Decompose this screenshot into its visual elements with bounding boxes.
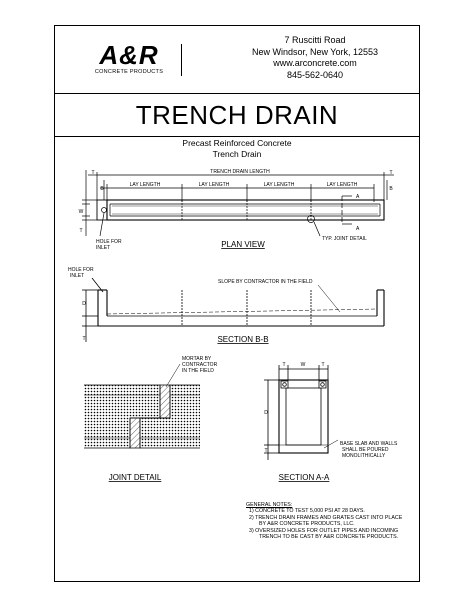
t-dim-label: T	[82, 336, 86, 342]
t-dim-label: T	[389, 170, 393, 176]
hole-for-inlet-label: HOLE FOR	[96, 239, 122, 245]
hole-for-inlet-label: HOLE FOR	[68, 267, 94, 273]
t-dim-label: T	[282, 362, 286, 368]
address-line-1: 7 Ruscitti Road	[284, 35, 346, 45]
address-line-2: New Windsor, New York, 12553	[251, 46, 379, 57]
joint-detail	[84, 364, 200, 448]
logo-subtext: CONCRETE PRODUCTS	[94, 69, 164, 75]
base-slab-label: BASE SLAB AND WALLS	[340, 441, 398, 447]
t-dim-label: T	[79, 228, 83, 234]
w-dim-label: W	[78, 209, 84, 215]
t-dim-label: T	[321, 362, 325, 368]
d-dim-label: D	[264, 410, 268, 416]
b-dim-label: B	[389, 186, 393, 192]
lay-length-label: LAY LENGTH	[129, 182, 161, 188]
base-slab-label: SHALL BE POURED	[342, 447, 389, 453]
notes-heading: GENERAL NOTES:	[246, 502, 293, 508]
t-dim-label: T	[264, 448, 268, 454]
section-bb	[82, 278, 384, 342]
page-title: TRENCH DRAIN	[135, 100, 339, 130]
section-a-marker: A	[356, 194, 360, 200]
note-1: 1) CONCRETE TO TEST 5,000 PSI AT 28 DAYS.	[249, 508, 365, 515]
lay-length-label: LAY LENGTH	[198, 182, 230, 188]
section-bb-caption: SECTION B-B	[217, 335, 269, 344]
typ-joint-detail-label: TYP. JOINT DETAIL	[322, 236, 367, 242]
plan-view-labels	[79, 169, 394, 251]
w-dim-label: W	[300, 362, 306, 368]
t-dim-label: T	[91, 170, 95, 176]
mortar-label: CONTRACTOR	[182, 362, 218, 368]
website: www.arconcrete.com	[273, 58, 357, 68]
note-2: 2) TRENCH DRAIN FRAMES AND GRATES CAST INTO PLACE	[249, 514, 403, 521]
slope-label: SLOPE BY CONTRACTOR IN THE FIELD	[218, 279, 313, 285]
mortar-label: MORTAR BY	[182, 356, 212, 362]
phone: 845-562-0640	[286, 69, 344, 80]
b-dim-label: B	[100, 186, 104, 192]
note-3: 3) OVERSIZED HOLES FOR OUTLET PIPES AND INCOMING	[249, 527, 399, 534]
section-bb-labels	[68, 267, 313, 344]
trench-length-label: TRENCH DRAIN LENGTH	[210, 169, 270, 175]
joint-detail-caption: JOINT DETAIL	[108, 473, 162, 482]
base-slab-label: MONOLITHICALLY	[342, 453, 386, 459]
plan-view	[82, 170, 394, 236]
logo-text: A&R	[99, 40, 159, 70]
hole-for-inlet-label: INLET	[96, 245, 111, 251]
subtitle-line-2: Trench Drain	[212, 149, 262, 159]
lay-length-label: LAY LENGTH	[263, 182, 295, 188]
plan-view-caption: PLAN VIEW	[221, 240, 265, 249]
hole-for-inlet-label: INLET	[70, 273, 85, 279]
note-3-cont: TRENCH TO BE CAST BY A&R CONCRETE PRODUCTS.	[259, 534, 399, 541]
general-notes	[246, 502, 426, 540]
d-dim-label: D	[82, 301, 86, 307]
subtitle-line-1: Precast Reinforced Concrete	[182, 138, 292, 148]
note-2-cont: BY A&R CONCRETE PRODUCTS, LLC.	[259, 521, 355, 528]
section-aa-caption: SECTION A-A	[278, 473, 330, 482]
mortar-label: IN THE FIELD	[182, 368, 214, 374]
section-a-marker: A	[356, 226, 360, 232]
lay-length-label: LAY LENGTH	[326, 182, 358, 188]
section-aa	[264, 365, 338, 460]
